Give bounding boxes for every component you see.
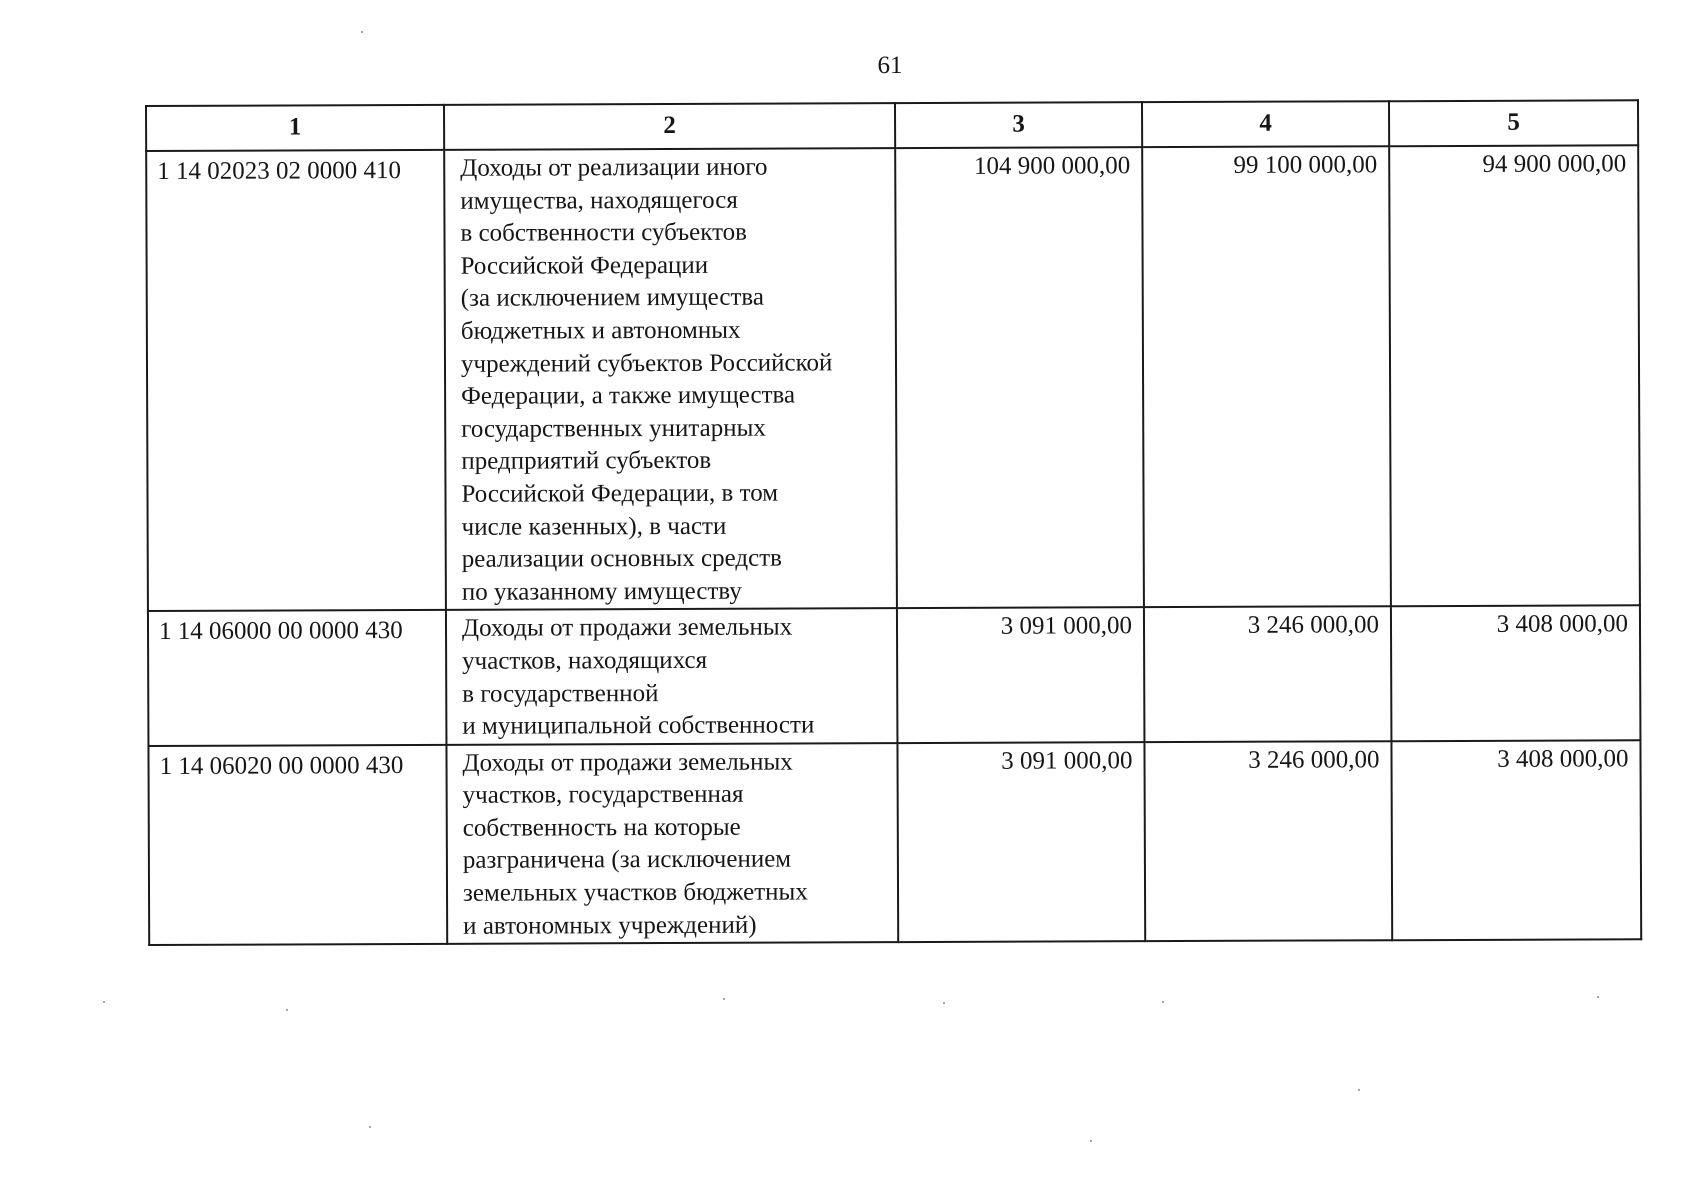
page-number: 61 <box>877 52 903 79</box>
classification-code: 1 14 06020 00 0000 430 <box>148 745 447 946</box>
revenue-name-line: по указанному имуществу <box>461 577 742 606</box>
revenue-name-line: (за исключением имущества <box>460 283 765 313</box>
revenue-name-line: Доходы от реализации иного <box>460 153 768 182</box>
revenue-name-line: Российской Федерации, в том <box>461 479 779 508</box>
revenue-name-line: и автономных учреждений) <box>463 911 757 940</box>
revenue-name-line: в государственной <box>462 679 659 708</box>
revenue-name-line: реализации основных средств <box>461 544 782 573</box>
revenue-name-line: учреждений субъектов Российской <box>460 348 833 378</box>
scan-speck <box>103 1001 105 1003</box>
amount-column-5: 3 408 000,00 <box>1391 740 1641 941</box>
revenue-name-line: участков, государственная <box>462 780 744 810</box>
revenue-name-line: Доходы от продажи земельных <box>462 748 793 777</box>
revenue-name-line: Российской Федерации <box>460 251 709 280</box>
table-body <box>146 145 1641 945</box>
header-column-4: 4 <box>1142 101 1389 147</box>
scan-speck <box>361 31 363 33</box>
revenue-name-line: участков, находящихся <box>462 646 708 675</box>
revenue-name <box>446 743 898 944</box>
amount-column-5: 94 900 000,00 <box>1389 145 1640 606</box>
scan-speck <box>369 1126 371 1128</box>
amount-column-3: 3 091 000,00 <box>897 607 1145 742</box>
scan-speck <box>1162 1001 1164 1003</box>
amount-column-4: 99 100 000,00 <box>1142 146 1391 607</box>
revenue-name-line: числе казенных), в части <box>461 512 727 541</box>
revenue-name-line: бюджетных и автономных <box>460 316 741 345</box>
scan-speck <box>943 1002 945 1004</box>
scan-speck <box>286 1009 288 1011</box>
table-header <box>146 100 1638 151</box>
header-column-5: 5 <box>1389 100 1638 146</box>
amount-column-3: 3 091 000,00 <box>897 742 1145 943</box>
revenue-name-line: предприятий субъектов <box>461 447 712 476</box>
revenue-name-line: собственность на которые <box>462 813 741 842</box>
revenue-name <box>446 608 898 744</box>
scan-speck <box>1597 996 1599 998</box>
revenue-name-line: государственных унитарных <box>461 414 766 443</box>
table-row <box>148 606 1641 746</box>
revenue-name-line: имущества, находящегося <box>460 186 738 215</box>
budget-revenue-table <box>145 99 1642 946</box>
header-column-1: 1 <box>146 105 444 151</box>
revenue-name-line: Федерации, а также имущества <box>461 381 796 410</box>
classification-code: 1 14 06000 00 0000 430 <box>148 610 447 746</box>
revenue-name-line: разграничена (за исключением <box>462 845 792 875</box>
amount-column-4: 3 246 000,00 <box>1144 607 1392 742</box>
header-column-2: 2 <box>444 103 895 150</box>
header-column-3: 3 <box>895 102 1142 148</box>
scan-speck <box>723 998 725 1000</box>
classification-code: 1 14 02023 02 0000 410 <box>146 150 446 611</box>
amount-column-3: 104 900 000,00 <box>895 147 1144 608</box>
table-row <box>146 145 1640 611</box>
header-row <box>146 100 1638 151</box>
scan-speck <box>1358 1089 1360 1091</box>
revenue-name-line: Доходы от продажи земельных <box>461 613 793 643</box>
revenue-name <box>444 148 897 610</box>
revenue-name-line: и муниципальной собственности <box>462 711 815 740</box>
amount-column-5: 3 408 000,00 <box>1391 606 1641 741</box>
table-row <box>148 740 1641 945</box>
revenue-name-line: в собственности субъектов <box>460 218 747 247</box>
revenue-name-line: земельных участков бюджетных <box>462 878 808 907</box>
amount-column-4: 3 246 000,00 <box>1144 741 1392 942</box>
scan-speck <box>1090 1140 1092 1142</box>
